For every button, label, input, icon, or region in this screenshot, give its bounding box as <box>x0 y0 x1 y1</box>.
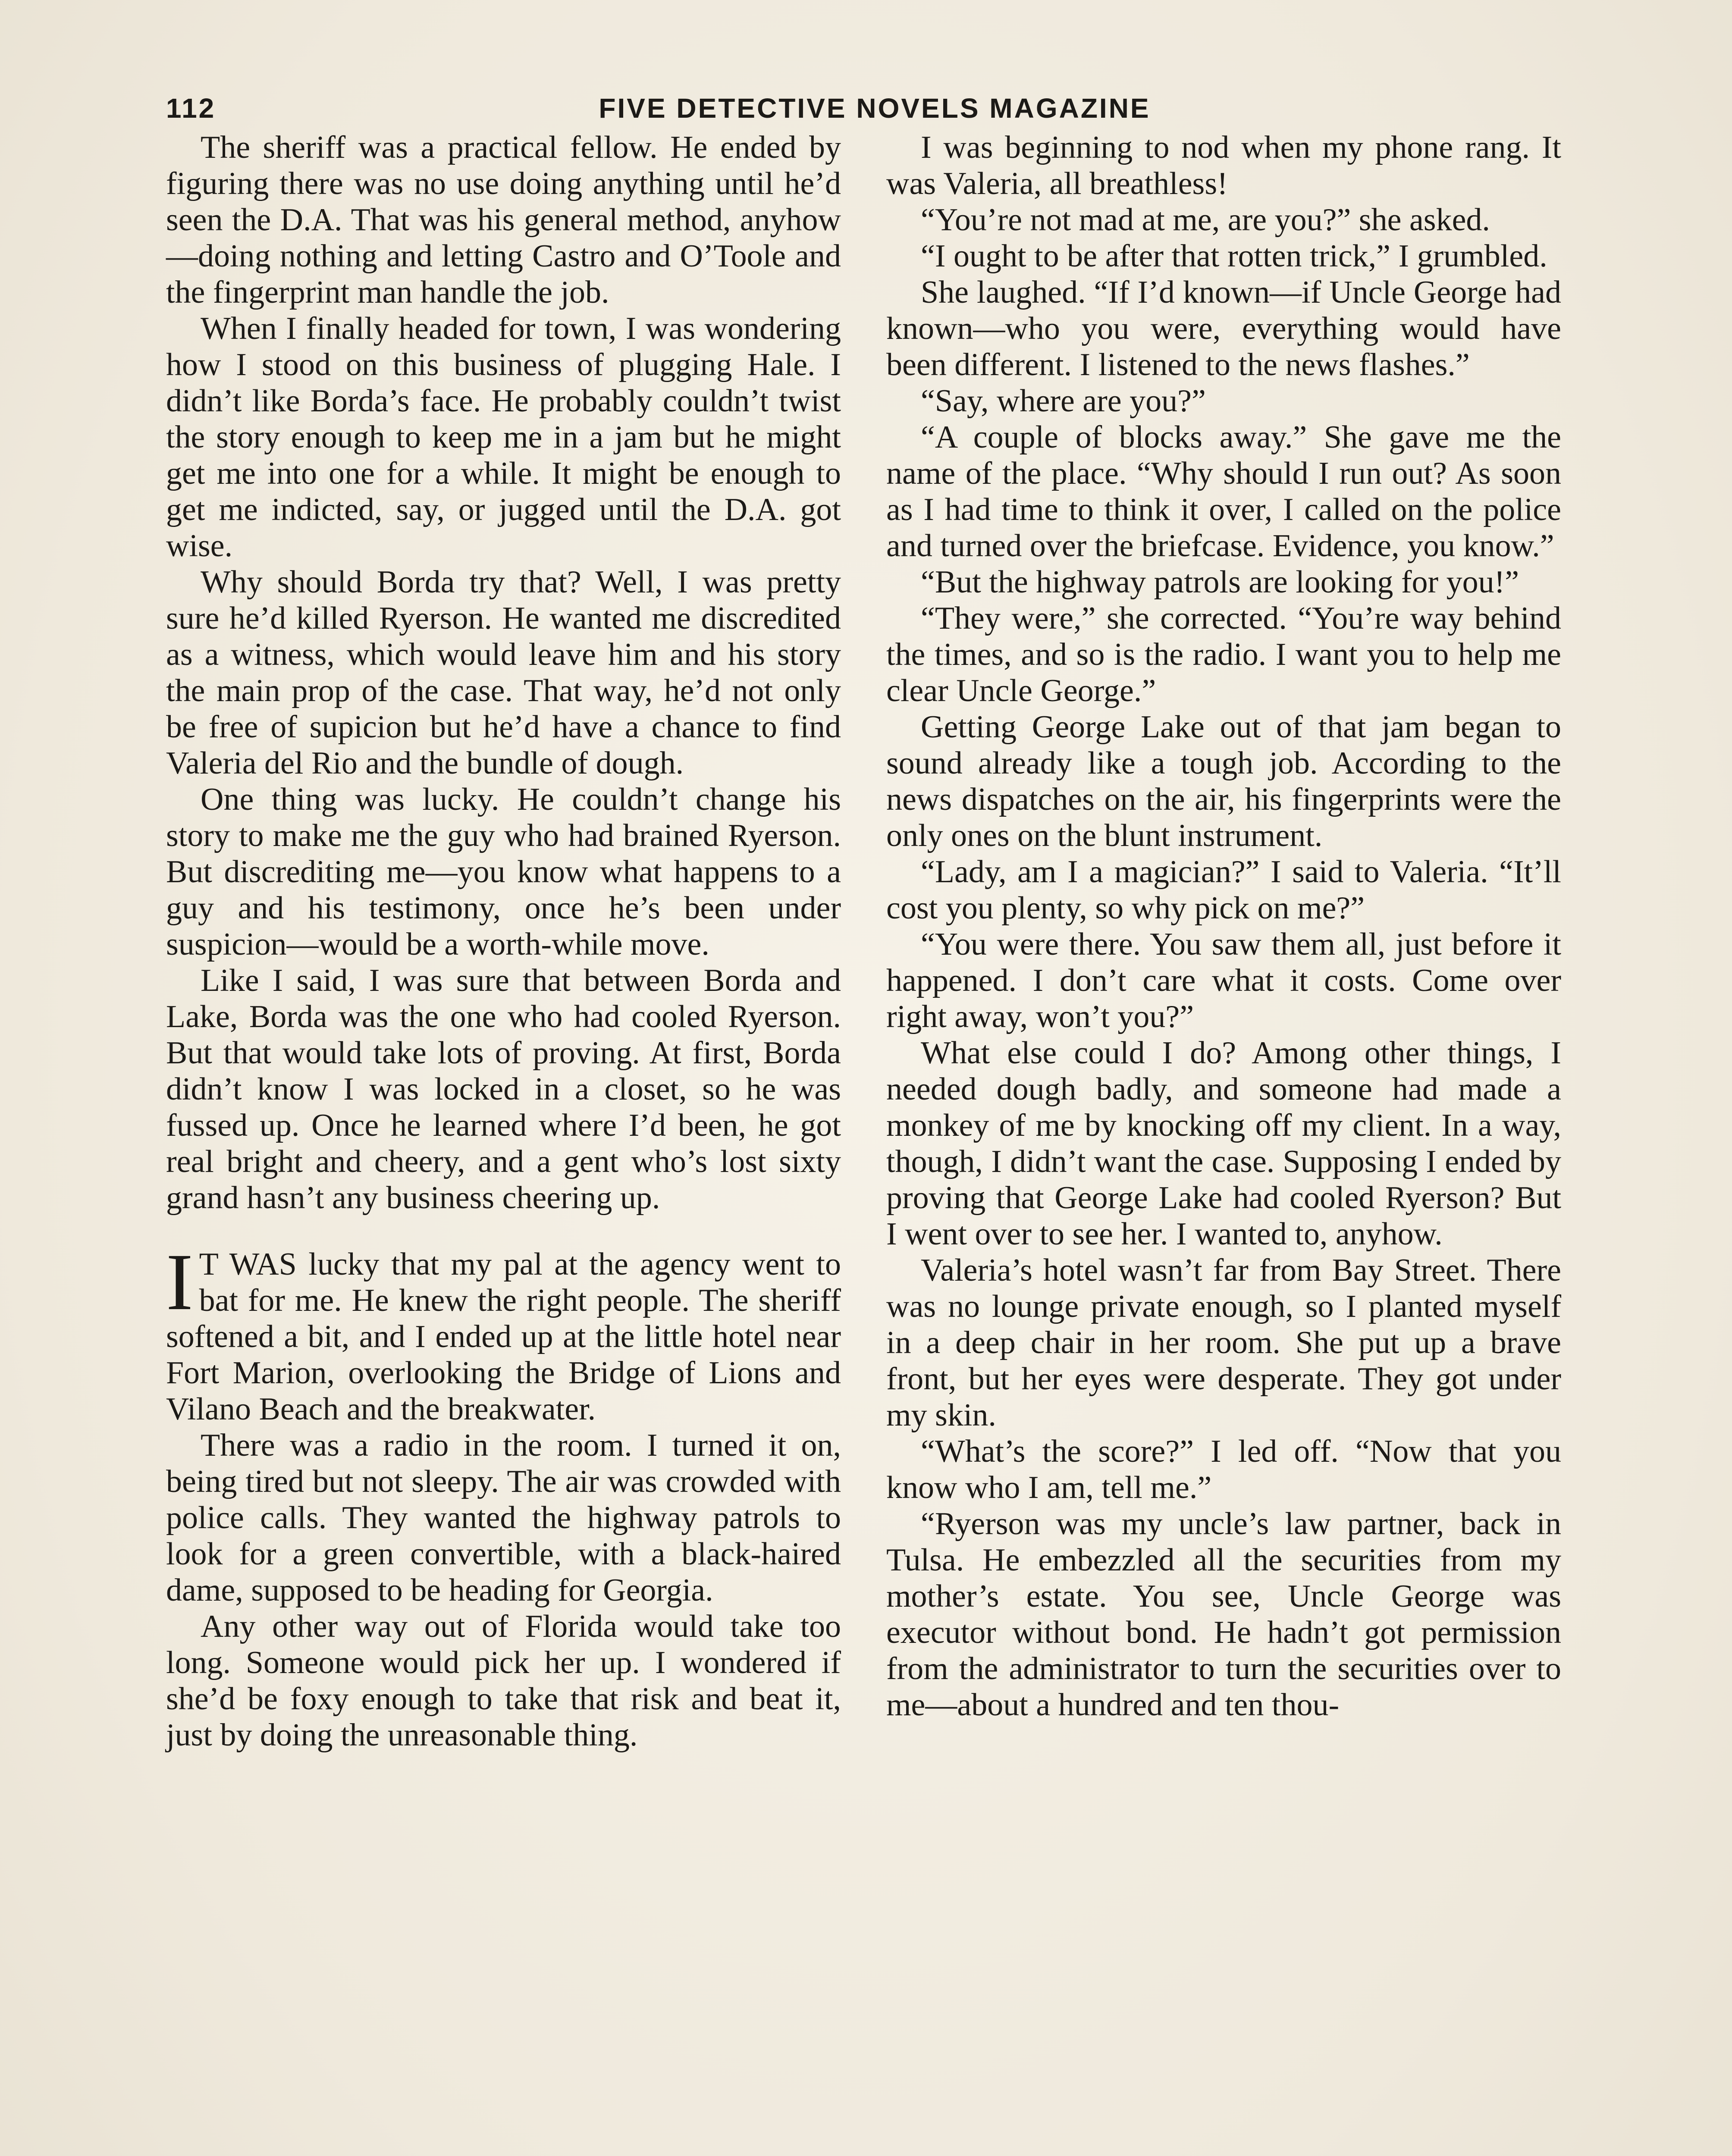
page-number: 112 <box>166 93 216 124</box>
paragraph: “Say, where are you?” <box>921 383 1206 419</box>
paragraph: The sheriff was a practical fellow. He ended by figuring there was no use doing anything until he’d seen the D.A. That was his general method, anyhow—doing nothing and letting Castro and O’Toole and the fingerprint man handle the job. <box>166 130 841 310</box>
paragraph: She laughed. “If I’d known—if Uncle George had known—who you were, everything would have been different. I listened to the news flashes.” <box>886 275 1561 382</box>
paragraph: When I finally headed for town, I was wondering how I stood on this business of plugging Hale. I didn’t like Borda’s face. He probably couldn’t twist the story enough to keep me in a jam but he might get me into one for a while. It might be enough to get me indicted, say, or jugged until the D.A. got wise. <box>166 311 841 564</box>
paragraph: “Ryerson was my uncle’s law partner, back in Tulsa. He embezzled all the securities from my mother’s estate. You see, Uncle George was executor without bond. He hadn’t got permission from the administrator to turn the securities over to me—about a hundred and ten thou- <box>886 1506 1561 1723</box>
paragraph: “You’re not mad at me, are you?” she asked. <box>921 202 1490 238</box>
section-break <box>166 1216 841 1246</box>
paragraph: What else could I do? Among other things, I needed dough badly, and someone had made a monkey of me by knocking off my client. In a way, though, I didn’t want the case. Supposing I ended by proving that George Lake had cooled Ryerson? But I went over to see her. I wanted to, anyhow. <box>886 1035 1561 1252</box>
drop-cap: I <box>166 1237 193 1327</box>
paragraph: I was beginning to nod when my phone rang. It was Valeria, all breathless! <box>886 130 1561 201</box>
dropcap-paragraph <box>166 1237 841 1427</box>
magazine-title: FIVE DETECTIVE NOVELS MAGAZINE <box>599 93 1151 124</box>
left-column <box>166 129 841 1753</box>
paragraph: Like I said, I was sure that between Borda and Lake, Borda was the one who had cooled Ryerson. But that would take lots of proving. At first, Borda didn’t know I was locked in a closet, so he was fussed up. Once he learned where I’d been, he got real bright and cheery, and a gent who’s lost sixty grand hasn’t any business cheering up. <box>166 963 841 1216</box>
paragraph: “They were,” she corrected. “You’re way behind the times, and so is the radio. I want you to help me clear Uncle George.” <box>886 601 1561 708</box>
paragraph: One thing was lucky. He couldn’t change his story to make me the guy who had brained Ryerson. But discrediting me—you know what happens to a guy and his testimony, once he’s been under suspicion—would be a worth-while move. <box>166 782 841 962</box>
paragraph: Any other way out of Florida would take too long. Someone would pick her up. I wondered if she’d be foxy enough to take that risk and beat it, just by doing the unreasonable thing. <box>166 1609 841 1753</box>
dropcap-paragraph-text: T WAS lucky that my pal at the agency went to bat for me. He knew the right people. The sheriff softened a bit, and I ended up at the little hotel near Fort Marion, overlooking the Bridge of Lions and Vilano Beach and the breakwater. <box>166 1247 841 1427</box>
paragraph: “I ought to be after that rotten trick,” I grumbled. <box>921 238 1547 274</box>
paragraph: Getting George Lake out of that jam began to sound already like a tough job. According to the news dispatches on the air, his fingerprints were the only ones on the blunt instrument. <box>886 709 1561 853</box>
page-header <box>166 82 1583 129</box>
paragraph: “A couple of blocks away.” She gave me the name of the place. “Why should I run out? As soon as I had time to think it over, I called on the police and turned over the briefcase. Evidence, you know.” <box>886 420 1561 564</box>
paragraph: “Lady, am I a magician?” I said to Valeria. “It’ll cost you plenty, so why pick on me?” <box>886 854 1561 926</box>
paragraph: “But the highway patrols are looking for you!” <box>921 564 1519 600</box>
paragraph: Why should Borda try that? Well, I was pretty sure he’d killed Ryerson. He wanted me discredited as a witness, which would leave him and his story the main prop of the case. That way, he’d not only be free of supicion but he’d have a chance to find Valeria del Rio and the bundle of dough. <box>166 564 841 781</box>
paragraph: “What’s the score?” I led off. “Now that you know who I am, tell me.” <box>886 1434 1561 1505</box>
paragraph: “You were there. You saw them all, just before it happened. I don’t care what it costs. Come over right away, won’t you?” <box>886 927 1561 1034</box>
right-column <box>886 129 1561 1723</box>
paragraph: There was a radio in the room. I turned it on, being tired but not sleepy. The air was crowded with police calls. They wanted the highway patrols to look for a green convertible, with a black-haired dame, supposed to be heading for Georgia. <box>166 1428 841 1608</box>
paragraph: Valeria’s hotel wasn’t far from Bay Street. There was no lounge private enough, so I planted myself in a deep chair in her room. She put up a brave front, but her eyes were desperate. They got under my skin. <box>886 1253 1561 1433</box>
